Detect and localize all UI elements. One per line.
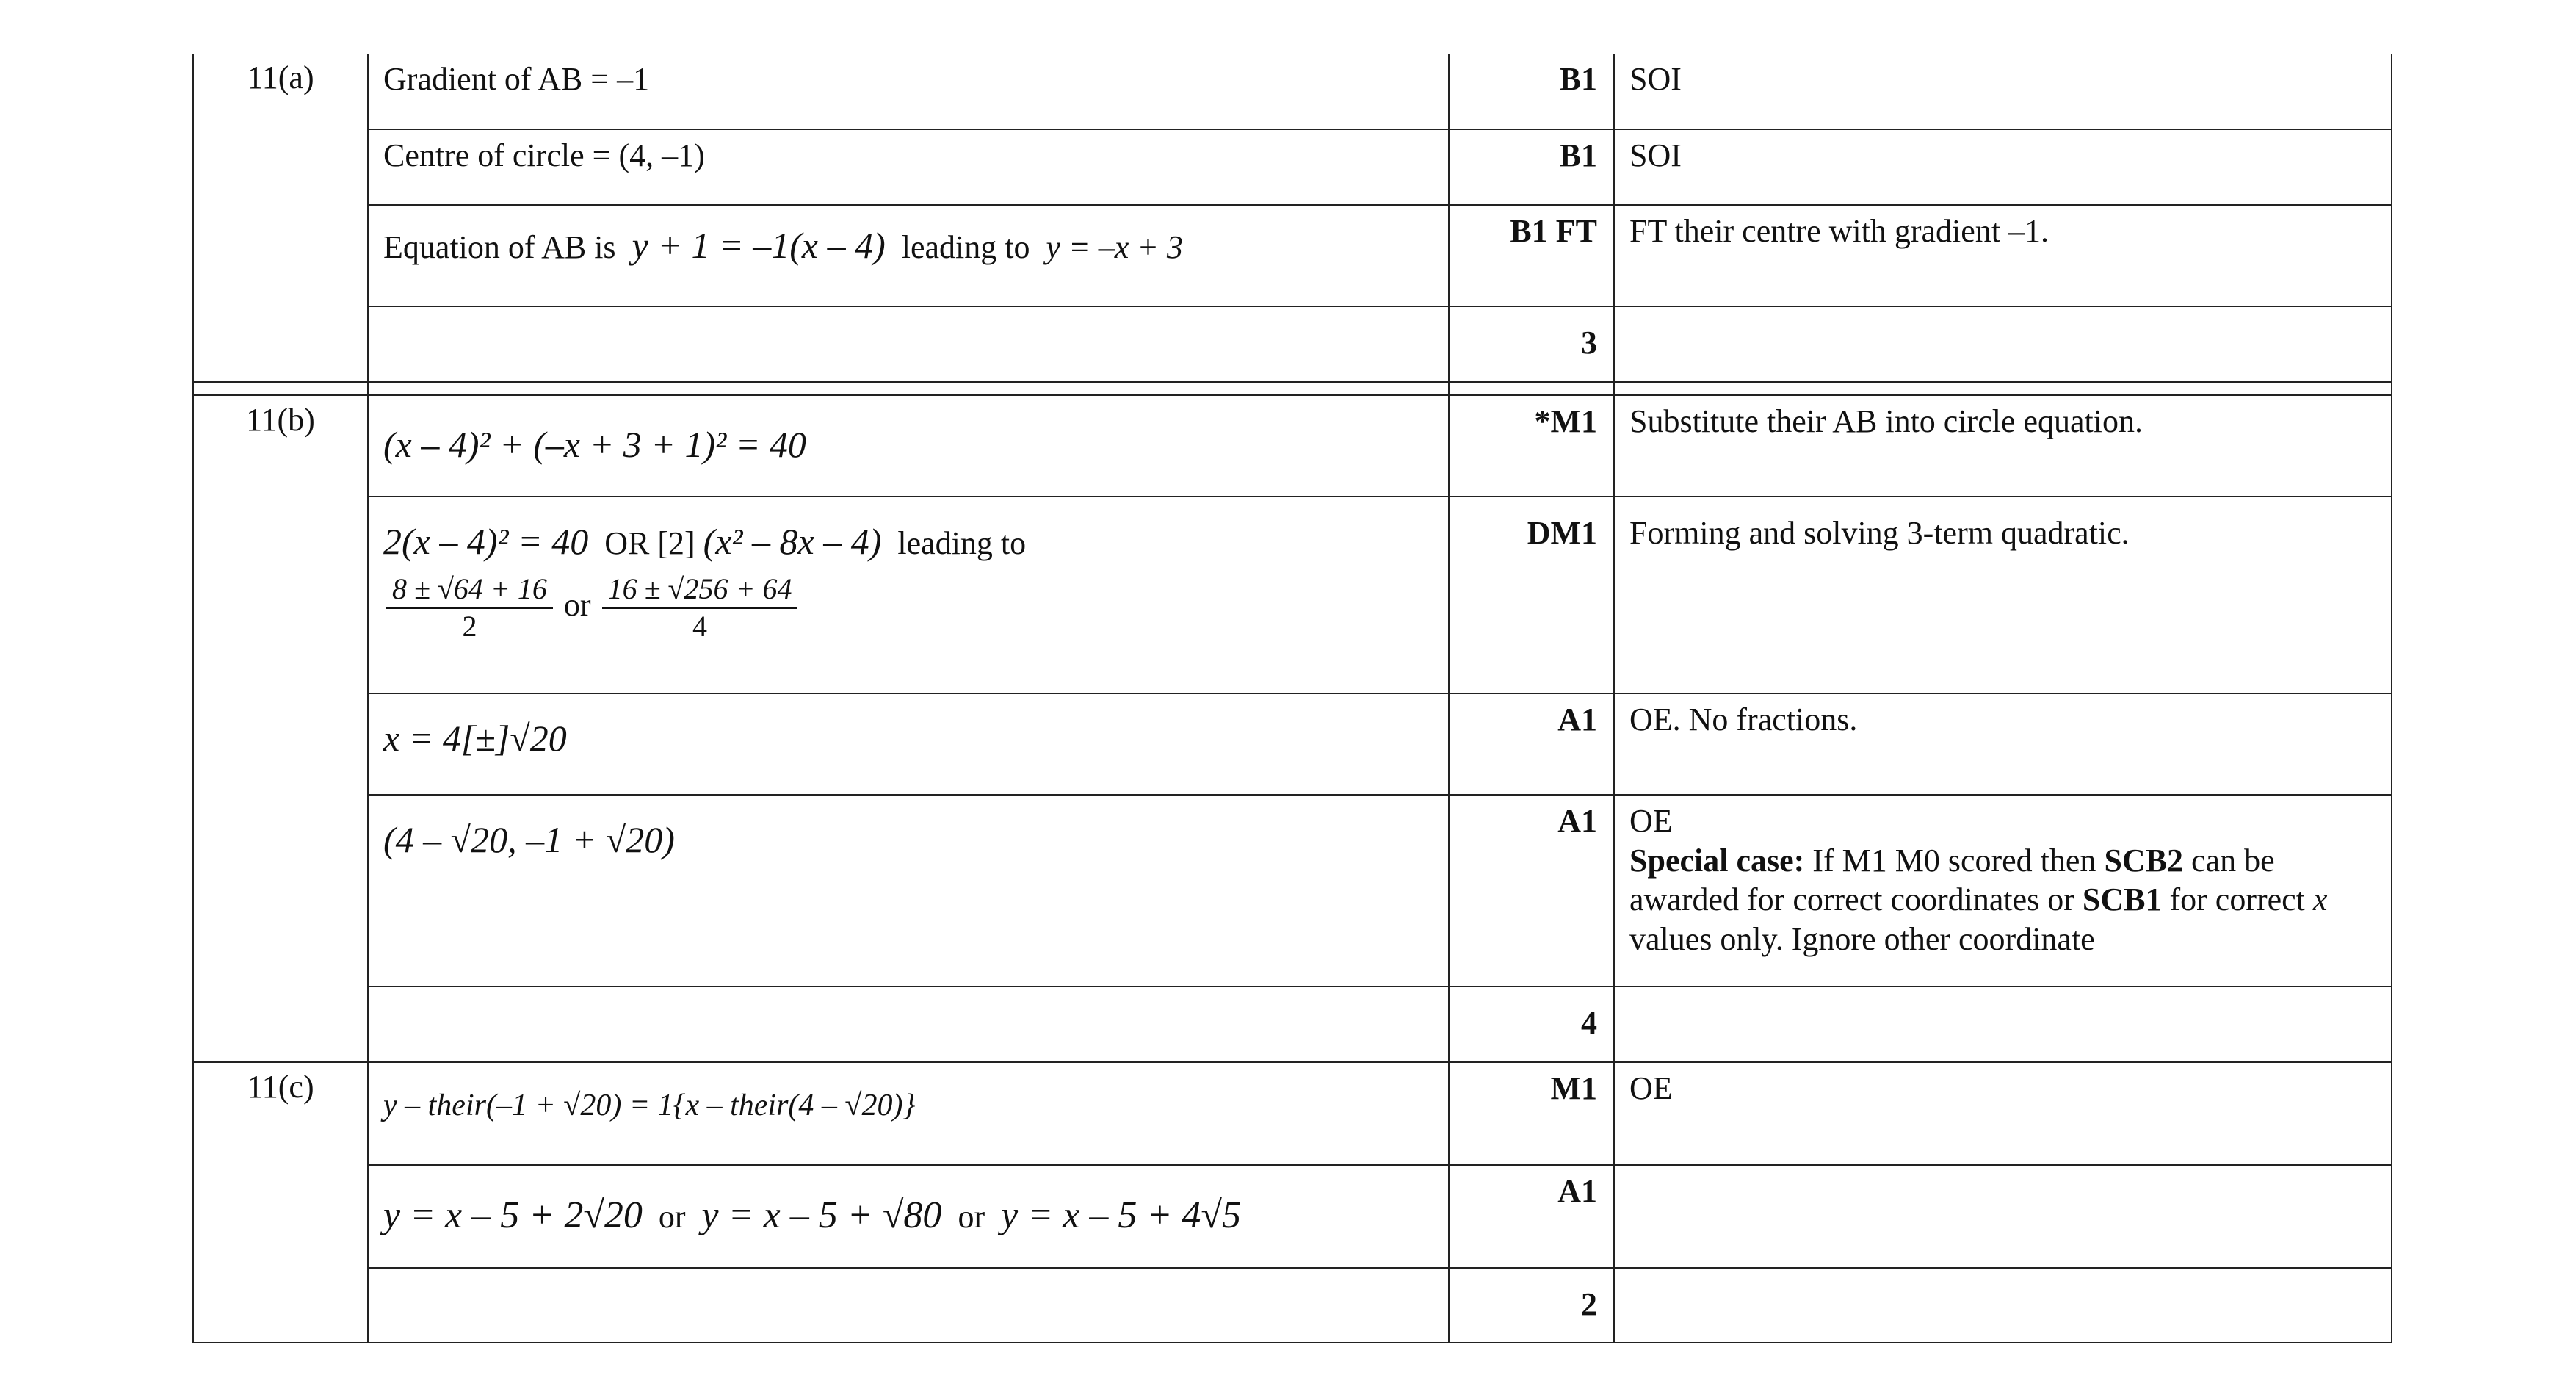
mark-cell: B1 [1449, 54, 1614, 129]
guidance-cell: SOI [1614, 129, 2392, 205]
guidance-cell: OE Special case: If M1 M0 scored then SCB2 can be awarded for correct coordinates or SCB1 for correct x values only. Ignore other coordinate [1614, 795, 2392, 986]
total-mark: 3 [1449, 306, 1614, 382]
total-mark: 2 [1449, 1268, 1614, 1343]
question-number: 11(b) [193, 395, 368, 1062]
table-row [193, 395, 2392, 497]
table-row [193, 1165, 2392, 1268]
answer-cell: y – their(–1 + √20) = 1{x – their(4 – √20)} [368, 1062, 1449, 1165]
table-row [193, 795, 2392, 986]
fraction: $\frac{8 \pm √64 + 16}{2}$ [386, 571, 553, 645]
guidance-cell: OE. No fractions. [1614, 693, 2392, 795]
fraction: $\frac{16 \pm √256 + 64}{4}$ [602, 571, 798, 645]
mark-cell: A1 [1449, 693, 1614, 795]
answer-cell [368, 986, 1449, 1062]
answer-cell: Centre of circle = (4, –1) [368, 129, 1449, 205]
answer-cell: (x – 4)² + (–x + 3 + 1)² = 40 [368, 395, 1449, 497]
answer-cell: x = 4[±]√20 [368, 693, 1449, 795]
guidance-cell: OE [1614, 1062, 2392, 1165]
answer-cell: Gradient of AB = –1 [368, 54, 1449, 129]
answer-cell: y = x – 5 + 2√20 or y = x – 5 + √80 or y = x – 5 + 4√5 [368, 1165, 1449, 1268]
guidance-cell [1614, 306, 2392, 382]
table-row [193, 1062, 2392, 1165]
total-mark: 4 [1449, 986, 1614, 1062]
mark-cell: A1 [1449, 795, 1614, 986]
guidance-cell: Substitute their AB into circle equation. [1614, 395, 2392, 497]
question-number: 11(a) [193, 54, 368, 382]
answer-cell [368, 1268, 1449, 1343]
guidance-cell [1614, 1268, 2392, 1343]
question-number: 11(c) [193, 1062, 368, 1343]
table-row [193, 205, 2392, 306]
mark-scheme-table [192, 54, 2392, 1343]
table-row [193, 306, 2392, 382]
section-separator [193, 382, 2392, 395]
mark-cell: B1 [1449, 129, 1614, 205]
answer-cell [368, 306, 1449, 382]
guidance-cell: Forming and solving 3-term quadratic. [1614, 497, 2392, 693]
table-row [193, 986, 2392, 1062]
guidance-cell [1614, 1165, 2392, 1268]
mark-cell: A1 [1449, 1165, 1614, 1268]
mark-cell: DM1 [1449, 497, 1614, 693]
table-row [193, 497, 2392, 693]
guidance-cell: FT their centre with gradient –1. [1614, 205, 2392, 306]
answer-cell: 2(x – 4)² = 40 OR [2] (x² – 8x – 4) leading to $\frac{8 \pm √64 + 16}{2}$ or $\frac{16 \pm √256 + 64}{4}$ [368, 497, 1449, 693]
mark-cell: *M1 [1449, 395, 1614, 497]
answer-cell: (4 – √20, –1 + √20) [368, 795, 1449, 986]
table-row [193, 1268, 2392, 1343]
guidance-cell [1614, 986, 2392, 1062]
table-row [193, 129, 2392, 205]
mark-cell: M1 [1449, 1062, 1614, 1165]
mark-cell: B1 FT [1449, 205, 1614, 306]
table-row [193, 54, 2392, 129]
answer-cell: Equation of AB is y + 1 = –1(x – 4) leading to y = –x + 3 [368, 205, 1449, 306]
table-row [193, 693, 2392, 795]
guidance-cell: SOI [1614, 54, 2392, 129]
